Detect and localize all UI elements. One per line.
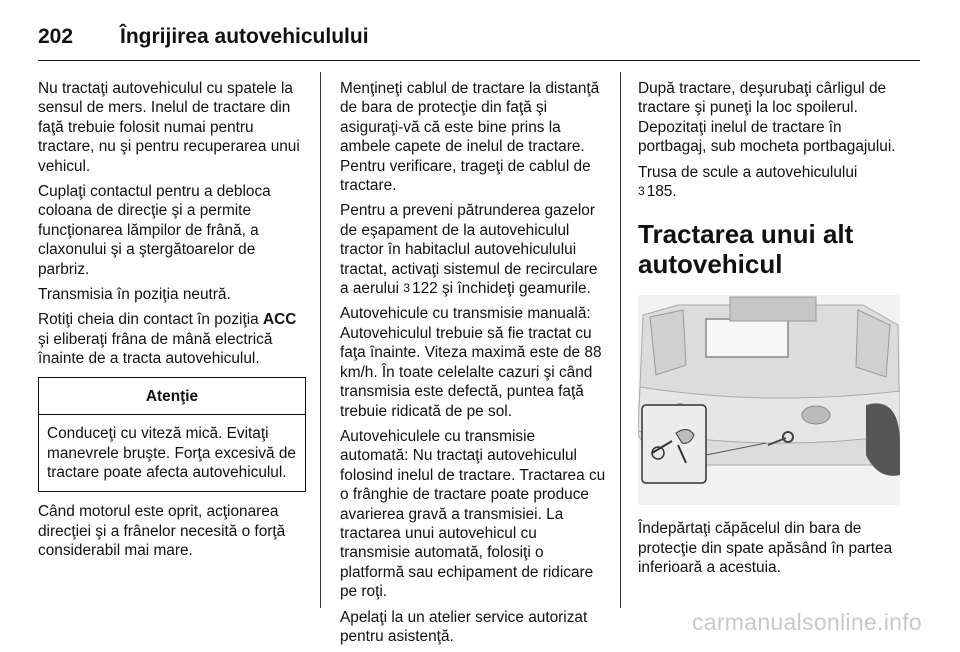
key-position-acc: ACC: [263, 311, 297, 329]
rear-bumper-tow-eye-illustration: [638, 295, 900, 505]
warning-body: Conduceţi cu viteză mică. Evitaţi manevrele bruşte. Forţa excesivă de tractare poate afecta autovehiculul.: [47, 425, 296, 481]
warning-box: [38, 377, 306, 493]
paragraph-text: Pentru a preveni pătrunderea gazelor de eşapament de la autovehiculul tractor în habitaclul autovehiculului tractat, activaţi sistemul de recirculare a aerului: [340, 202, 598, 298]
column-middle: [340, 79, 606, 652]
paragraph-text: Trusa de scule a autovehiculului: [638, 163, 858, 181]
paragraph: [38, 310, 306, 368]
page-reference-icon: 3: [638, 184, 645, 199]
watermark: carmanualsonline.info: [691, 609, 922, 635]
paragraph: După tractare, deşurubaţi cârligul de tractare şi puneţi la loc spoilerul. Depozitaţi inelul de tractare în portbagaj, sub mocheta portbagajului.: [638, 80, 896, 156]
paragraph: Autovehicule cu transmisie manuală: Autovehiculul trebuie să fie tractat cu faţa înainte. Viteza maximă este de 88 km/h. În toate celelalte cazuri şi când transmisia este defectă, puntea faţă trebuie ridicată de pe sol.: [340, 305, 602, 420]
column-divider: [620, 72, 621, 608]
paragraph: [340, 201, 606, 298]
column-left: [38, 79, 306, 567]
paragraph: Nu tractaţi autovehiculul cu spatele la sensul de mers. Inelul de tractare din faţă trebuie folosit numai pentru tractare, nu şi pentru recuperarea unui vehicul.: [38, 80, 300, 175]
section-heading: Tractarea unui alt autovehicul: [638, 219, 854, 280]
page-header: [38, 14, 920, 61]
paragraph: Cuplaţi contactul pentru a debloca coloana de direcţie şi a permite funcţionarea lămpilor de frână, a claxonului şi a ştergătoarelor de parbriz.: [38, 183, 271, 278]
paragraph-text: şi eliberaţi frâna de mână electrică înainte de a tracta autovehiculul.: [38, 330, 273, 368]
column-divider: [320, 72, 321, 608]
paragraph: Autovehiculele cu transmisie automată: Nu tractaţi autovehiculul folosind inelul de tractare. Tractarea cu o frânghie de tractare poate produce avarierea gravă a transmisiei. La tractarea unui autovehicul cu transmisie automată, folosiţi o platformă sau echipament de ridicare pe roţi.: [340, 427, 606, 601]
page-reference-link[interactable]: 122: [412, 280, 438, 298]
column-right: [638, 79, 904, 584]
paragraph: Menţineţi cablul de tractare la distanţă de bara de protecţie din faţă şi asiguraţi-vă că este bine prins la ambele capete de inelul de tractare. Pentru verificare, trageţi de cablul de tractare.: [340, 80, 600, 195]
paragraph-text: Rotiţi cheia din contact în poziţia: [38, 311, 259, 329]
page-reference-icon: 3: [403, 281, 411, 296]
paragraph: Transmisia în poziţia neutră.: [38, 286, 231, 304]
paragraph: Apelaţi la un atelier service autorizat pentru asistenţă.: [340, 608, 588, 645]
paragraph: [638, 163, 904, 202]
page-number: 202: [38, 25, 74, 48]
page-reference-link[interactable]: 185.: [646, 183, 677, 201]
paragraph: Îndepărtaţi căpăcelul din bara de protecţie din spate apăsând în partea inferioară a acestuia.: [638, 520, 893, 577]
warning-title: Atenţie: [39, 378, 305, 415]
page-title: Îngrijirea autovehiculului: [120, 25, 369, 48]
paragraph-text: şi închideţi geamurile.: [441, 280, 591, 298]
paragraph: Când motorul este oprit, acţionarea direcţiei şi a frânelor necesită o forţă considerabil mai mare.: [38, 503, 286, 560]
illustration-svg: [638, 295, 900, 505]
